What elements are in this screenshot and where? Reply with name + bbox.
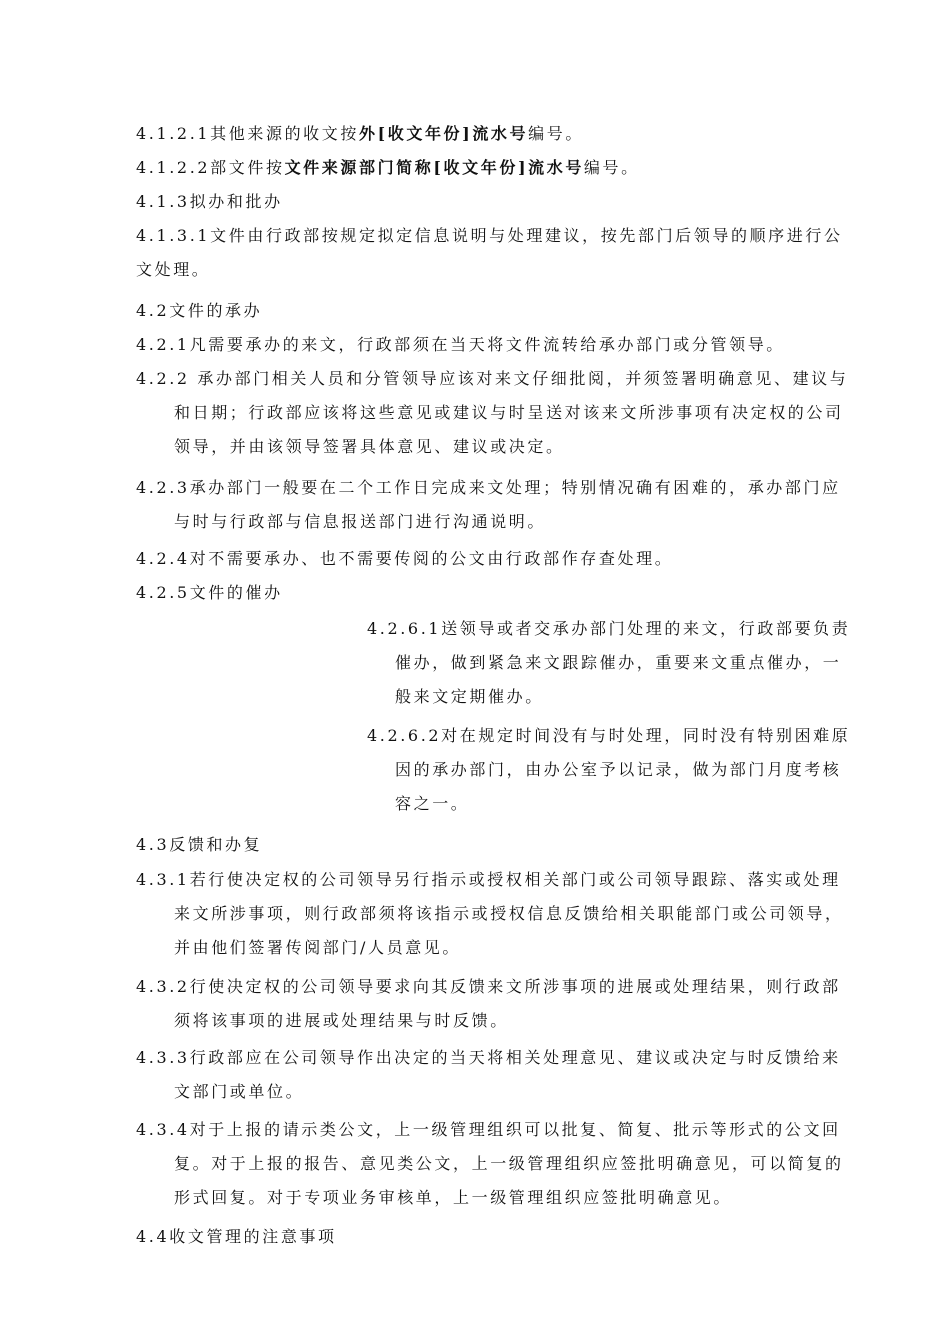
heading-4-4 — [136, 1220, 874, 1254]
heading-4-2 — [136, 294, 874, 328]
clause-4-2-2 — [136, 362, 874, 464]
clause-4-1-2-1 — [136, 117, 874, 151]
clause-bold-text: 外[收文年份]流水号 — [358, 124, 529, 143]
clause-bold-text: 文件来源部门简称[收文年份]流水号 — [284, 158, 584, 177]
heading-text: 4.3反馈和办复 — [136, 835, 263, 854]
clause-line: 与时与行政部与信息报送部门进行沟通说明。 — [174, 512, 547, 531]
clause-line: 文处理。 — [136, 260, 211, 279]
clause-line: 文部门或单位。 — [174, 1082, 305, 1101]
clause-line: 领导，并由该领导签署具体意见、建议或决定。 — [174, 437, 565, 456]
clause-line: 4.2.1凡需要承办的来文，行政部须在当天将文件流转给承办部门或分管领导。 — [136, 335, 785, 354]
clause-text: 4.1.2.1其他来源的收文按 — [136, 124, 359, 143]
clause-line: 4.2.4对不需要承办、也不需要传阅的公文由行政部作存查处理。 — [136, 549, 674, 568]
clause-4-2-4 — [136, 542, 874, 576]
clause-4-1-3-1 — [136, 219, 874, 287]
clause-line: 4.3.4对于上报的请示类公文，上一级管理组织可以批复、简复、批示等形式的公文回 — [136, 1120, 841, 1139]
clause-line — [136, 117, 874, 151]
clause-line: 4.2.5文件的催办 — [136, 583, 283, 602]
clause-text: 编号。 — [528, 124, 584, 143]
clause-4-3-1 — [136, 863, 874, 965]
clause-line: 4.2.6.1送领导或者交承办部门处理的来文，行政部要负责 — [367, 619, 851, 638]
heading-text: 4.1.3拟办和批办 — [136, 192, 283, 211]
clause-line: 4.2.6.2对在规定时间没有与时处理，同时没有特别困难原 — [367, 726, 851, 745]
clause-line: 4.1.3.1文件由行政部按规定拟定信息说明与处理建议，按先部门后领导的顺序进行公 — [136, 226, 843, 245]
clause-line — [136, 151, 874, 185]
clause-line: 4.3.1若行使决定权的公司领导另行指示或授权相关部门或公司领导跟踪、落实或处理 — [136, 870, 841, 889]
clause-4-3-3 — [136, 1041, 874, 1109]
clause-4-2-6-1 — [367, 612, 874, 714]
clause-line: 4.2.3承办部门一般要在二个工作日完成来文处理；特别情况确有困难的，承办部门应 — [136, 478, 841, 497]
heading-text: 4.2文件的承办 — [136, 301, 263, 320]
clause-line: 催办，做到紧急来文跟踪催办，重要来文重点催办，一 — [395, 653, 842, 672]
heading-text: 4.4收文管理的注意事项 — [136, 1227, 337, 1246]
heading-4-1-3 — [136, 185, 874, 219]
clause-line: 4.3.2行使决定权的公司领导要求向其反馈来文所涉事项的进展或处理结果，则行政部 — [136, 977, 841, 996]
clause-text: 编号。 — [583, 158, 640, 177]
heading-4-3 — [136, 828, 874, 862]
clause-4-3-2 — [136, 970, 874, 1038]
clause-line: 因的承办部门，由办公室予以记录，做为部门月度考核 — [395, 760, 842, 779]
clause-4-3-4 — [136, 1113, 874, 1215]
clause-4-2-3 — [136, 471, 874, 539]
clause-4-2-1 — [136, 328, 874, 362]
clause-line: 般来文定期催办。 — [395, 687, 544, 706]
clause-line: 形式回复。对于专项业务审核单，上一级管理组织应签批明确意见。 — [174, 1188, 733, 1207]
clause-line: 容之一。 — [395, 794, 470, 813]
clause-text: 4.1.2.2部文件按 — [136, 158, 285, 177]
clause-line: 并由他们签署传阅部门/人员意见。 — [174, 938, 461, 957]
clause-4-2-5 — [136, 576, 874, 610]
clause-line: 复。对于上报的报告、意见类公文，上一级管理组织应签批明确意见，可以简复的 — [174, 1154, 844, 1173]
clause-line: 来文所涉事项，则行政部须将该指示或授权信息反馈给相关职能部门或公司领导， — [174, 904, 844, 923]
clause-4-1-2-2 — [136, 151, 874, 185]
clause-line: 4.2.2 承办部门相关人员和分管领导应该对来文仔细批阅，并须签署明确意见、建议与 — [136, 369, 849, 388]
clause-line: 4.3.3行政部应在公司领导作出决定的当天将相关处理意见、建议或决定与时反馈给来 — [136, 1048, 841, 1067]
clause-line: 和日期；行政部应该将这些意见或建议与时呈送对该来文所涉事项有决定权的公司 — [174, 403, 844, 422]
clause-line: 须将该事项的进展或处理结果与时反馈。 — [174, 1011, 509, 1030]
clause-4-2-6-2 — [367, 719, 874, 821]
